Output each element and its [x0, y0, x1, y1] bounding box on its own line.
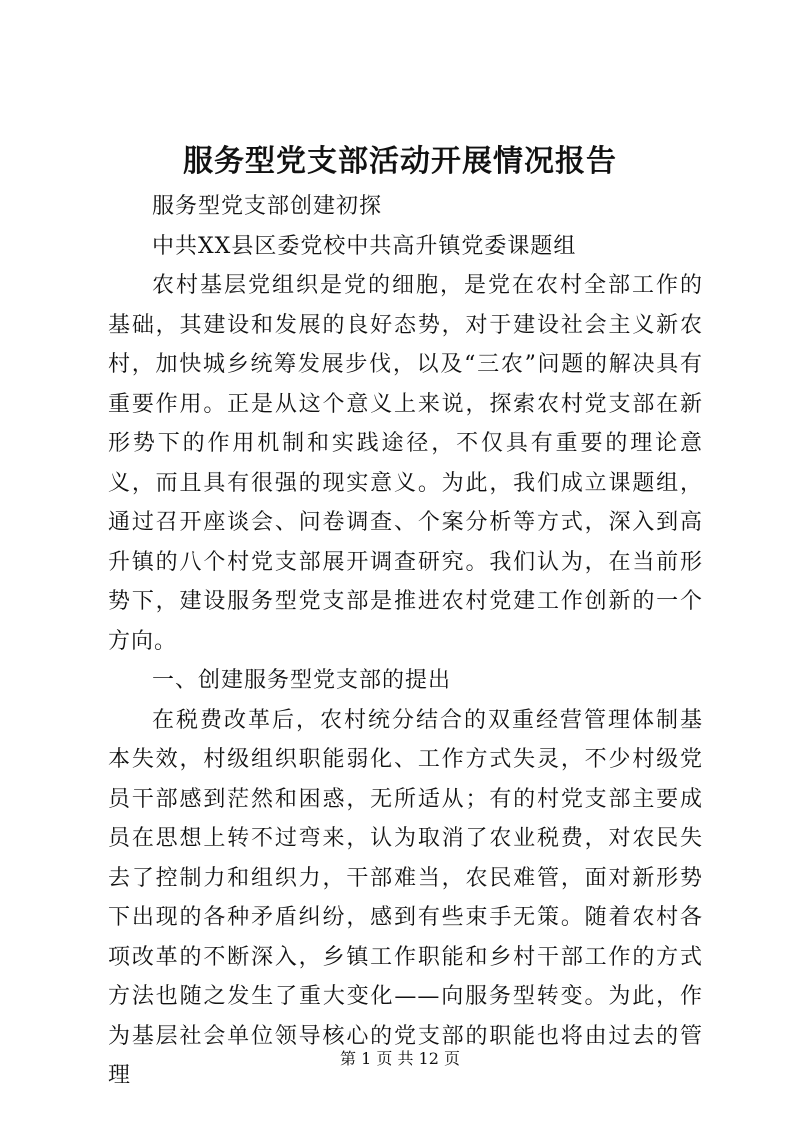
- document-title: 服务型党支部活动开展情况报告: [183, 144, 617, 179]
- section-paragraph: 在税费改革后，农村统分结合的双重经营管理体制基本失效，村级组织职能弱化、工作方式失灵，不少村级党员干部感到茫然和困惑，无所适从；有的村党支部主要成员在思想上转不过弯来，认为取消了农业税费，对农民失去了控制力和组织力，干部难当，农民难管，面对新形势下出现的各种矛盾纠纷，感到有些束手无策。随着农村各项改革的不断深入，乡镇工作职能和乡村干部工作的方式方法也随之发生了重大变化——向服务型转变。为此，作为基层社会单位领导核心的党支部的职能也将由过去的管理: [108, 707, 703, 1088]
- intro-paragraph: 农村基层党组织是党的细胞，是党在农村全部工作的基础，其建设和发展的良好态势，对于建设社会主义新农村，加快城乡统筹发展步伐，以及“三农”问题的解决具有重要作用。正是从这个意义上来说，探索农村党支部在新形势下的作用机制和实践途径，不仅具有重要的理论意义，而且具有很强的现实意义。为此，我们成立课题组，通过召开座谈会、问卷调查、个案分析等方式，深入到高升镇的八个村党支部展开调查研究。我们认为，在当前形势下，建设服务型党支部是推进农村党建工作创新的一个方向。: [108, 273, 703, 654]
- page-footer: 第 1 页 共 12 页: [340, 1049, 460, 1068]
- subtitle-paragraph: 服务型党支部创建初探: [152, 194, 383, 219]
- document-body: [108, 187, 703, 1096]
- section-heading: 一、创建服务型党支部的提出: [152, 668, 452, 693]
- author-paragraph: 中共XX县区委党校中共高升镇党委课题组: [152, 233, 577, 259]
